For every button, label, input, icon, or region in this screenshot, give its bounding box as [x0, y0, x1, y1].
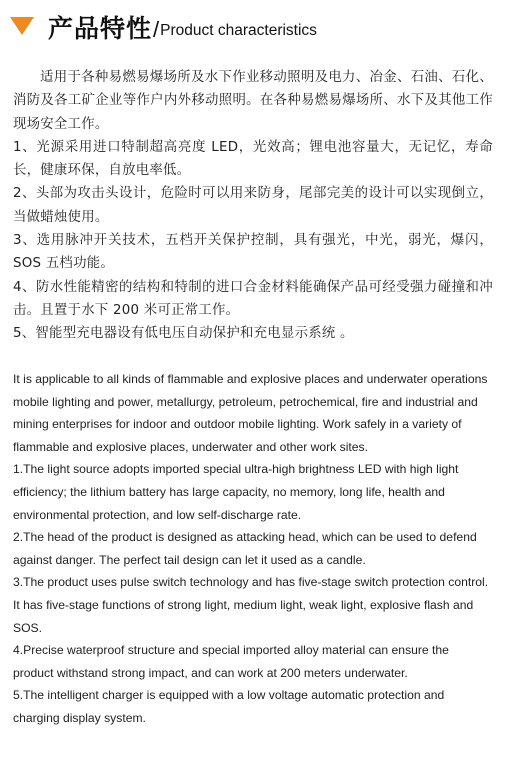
- en-feature-item: 3.The product uses pulse switch technology and has five-stage switch protection control. It has five-stage functions of strong light, medium light, weak light, explosive flash and SOS.: [13, 575, 489, 635]
- chinese-description: [13, 66, 493, 346]
- cn-intro-paragraph: 适用于各种易燃易爆场所及水下作业移动照明及电力、冶金、石油、石化、消防及各工矿企业等作户内外移动照明。在各种易燃易爆场所、水下及其他工作现场安全工作。: [13, 70, 493, 132]
- cn-feature-item: 5、智能型充电器设有低电压自动保护和充电显示系统 。: [13, 326, 354, 342]
- title-english: Product characteristics: [160, 22, 317, 39]
- en-feature-item: 5.The intelligent charger is equipped with a low voltage automatic protection and charging display system.: [13, 688, 445, 725]
- en-intro-paragraph: It is applicable to all kinds of flammable and explosive places and underwater operations mobile lighting and power, metallurgy, petroleum, petrochemical, fire and industrial and mining enterprises for indoor and outdoor mobile lighting. Work safely in a variety of flammable and explosive places, underwater and other work sites.: [13, 372, 488, 454]
- section-header: [10, 8, 500, 44]
- en-feature-item: 1.The light source adopts imported special ultra-high brightness LED with high light efficiency; the lithium battery has large capacity, no memory, long life, health and environmental protection, and low self-discharge rate.: [13, 462, 459, 522]
- title-chinese: 产品特性: [48, 14, 153, 43]
- cn-feature-item: 4、防水性能精密的结构和特制的进口合金材料能确保产品可经受强力碰撞和冲击。且置于水下 200 米可正常工作。: [13, 279, 493, 318]
- cn-feature-item: 2、头部为攻击头设计，危险时可以用来防身，尾部完美的设计可以实现倒立，当做蜡烛使用。: [13, 186, 493, 225]
- cn-feature-item: 1、光源采用进口特制超高亮度 LED，光效高；锂电池容量大，无记忆，寿命长，健康环保，自放电率低。: [13, 139, 493, 179]
- title-slash: /: [153, 17, 160, 42]
- cn-feature-item: 3、选用脉冲开关技术，五档开关保护控制，具有强光，中光，弱光，爆闪，SOS 五档功能。: [13, 233, 493, 272]
- english-description: [13, 368, 491, 730]
- en-feature-item: 4.Precise waterproof structure and special imported alloy material can ensure the product withstand strong impact, and can work at 200 meters underwater.: [13, 643, 449, 680]
- orange-triangle-down-icon: [10, 17, 34, 35]
- en-feature-item: 2.The head of the product is designed as attacking head, which can be used to defend against danger. The perfect tail design can let it used as a candle.: [13, 530, 477, 567]
